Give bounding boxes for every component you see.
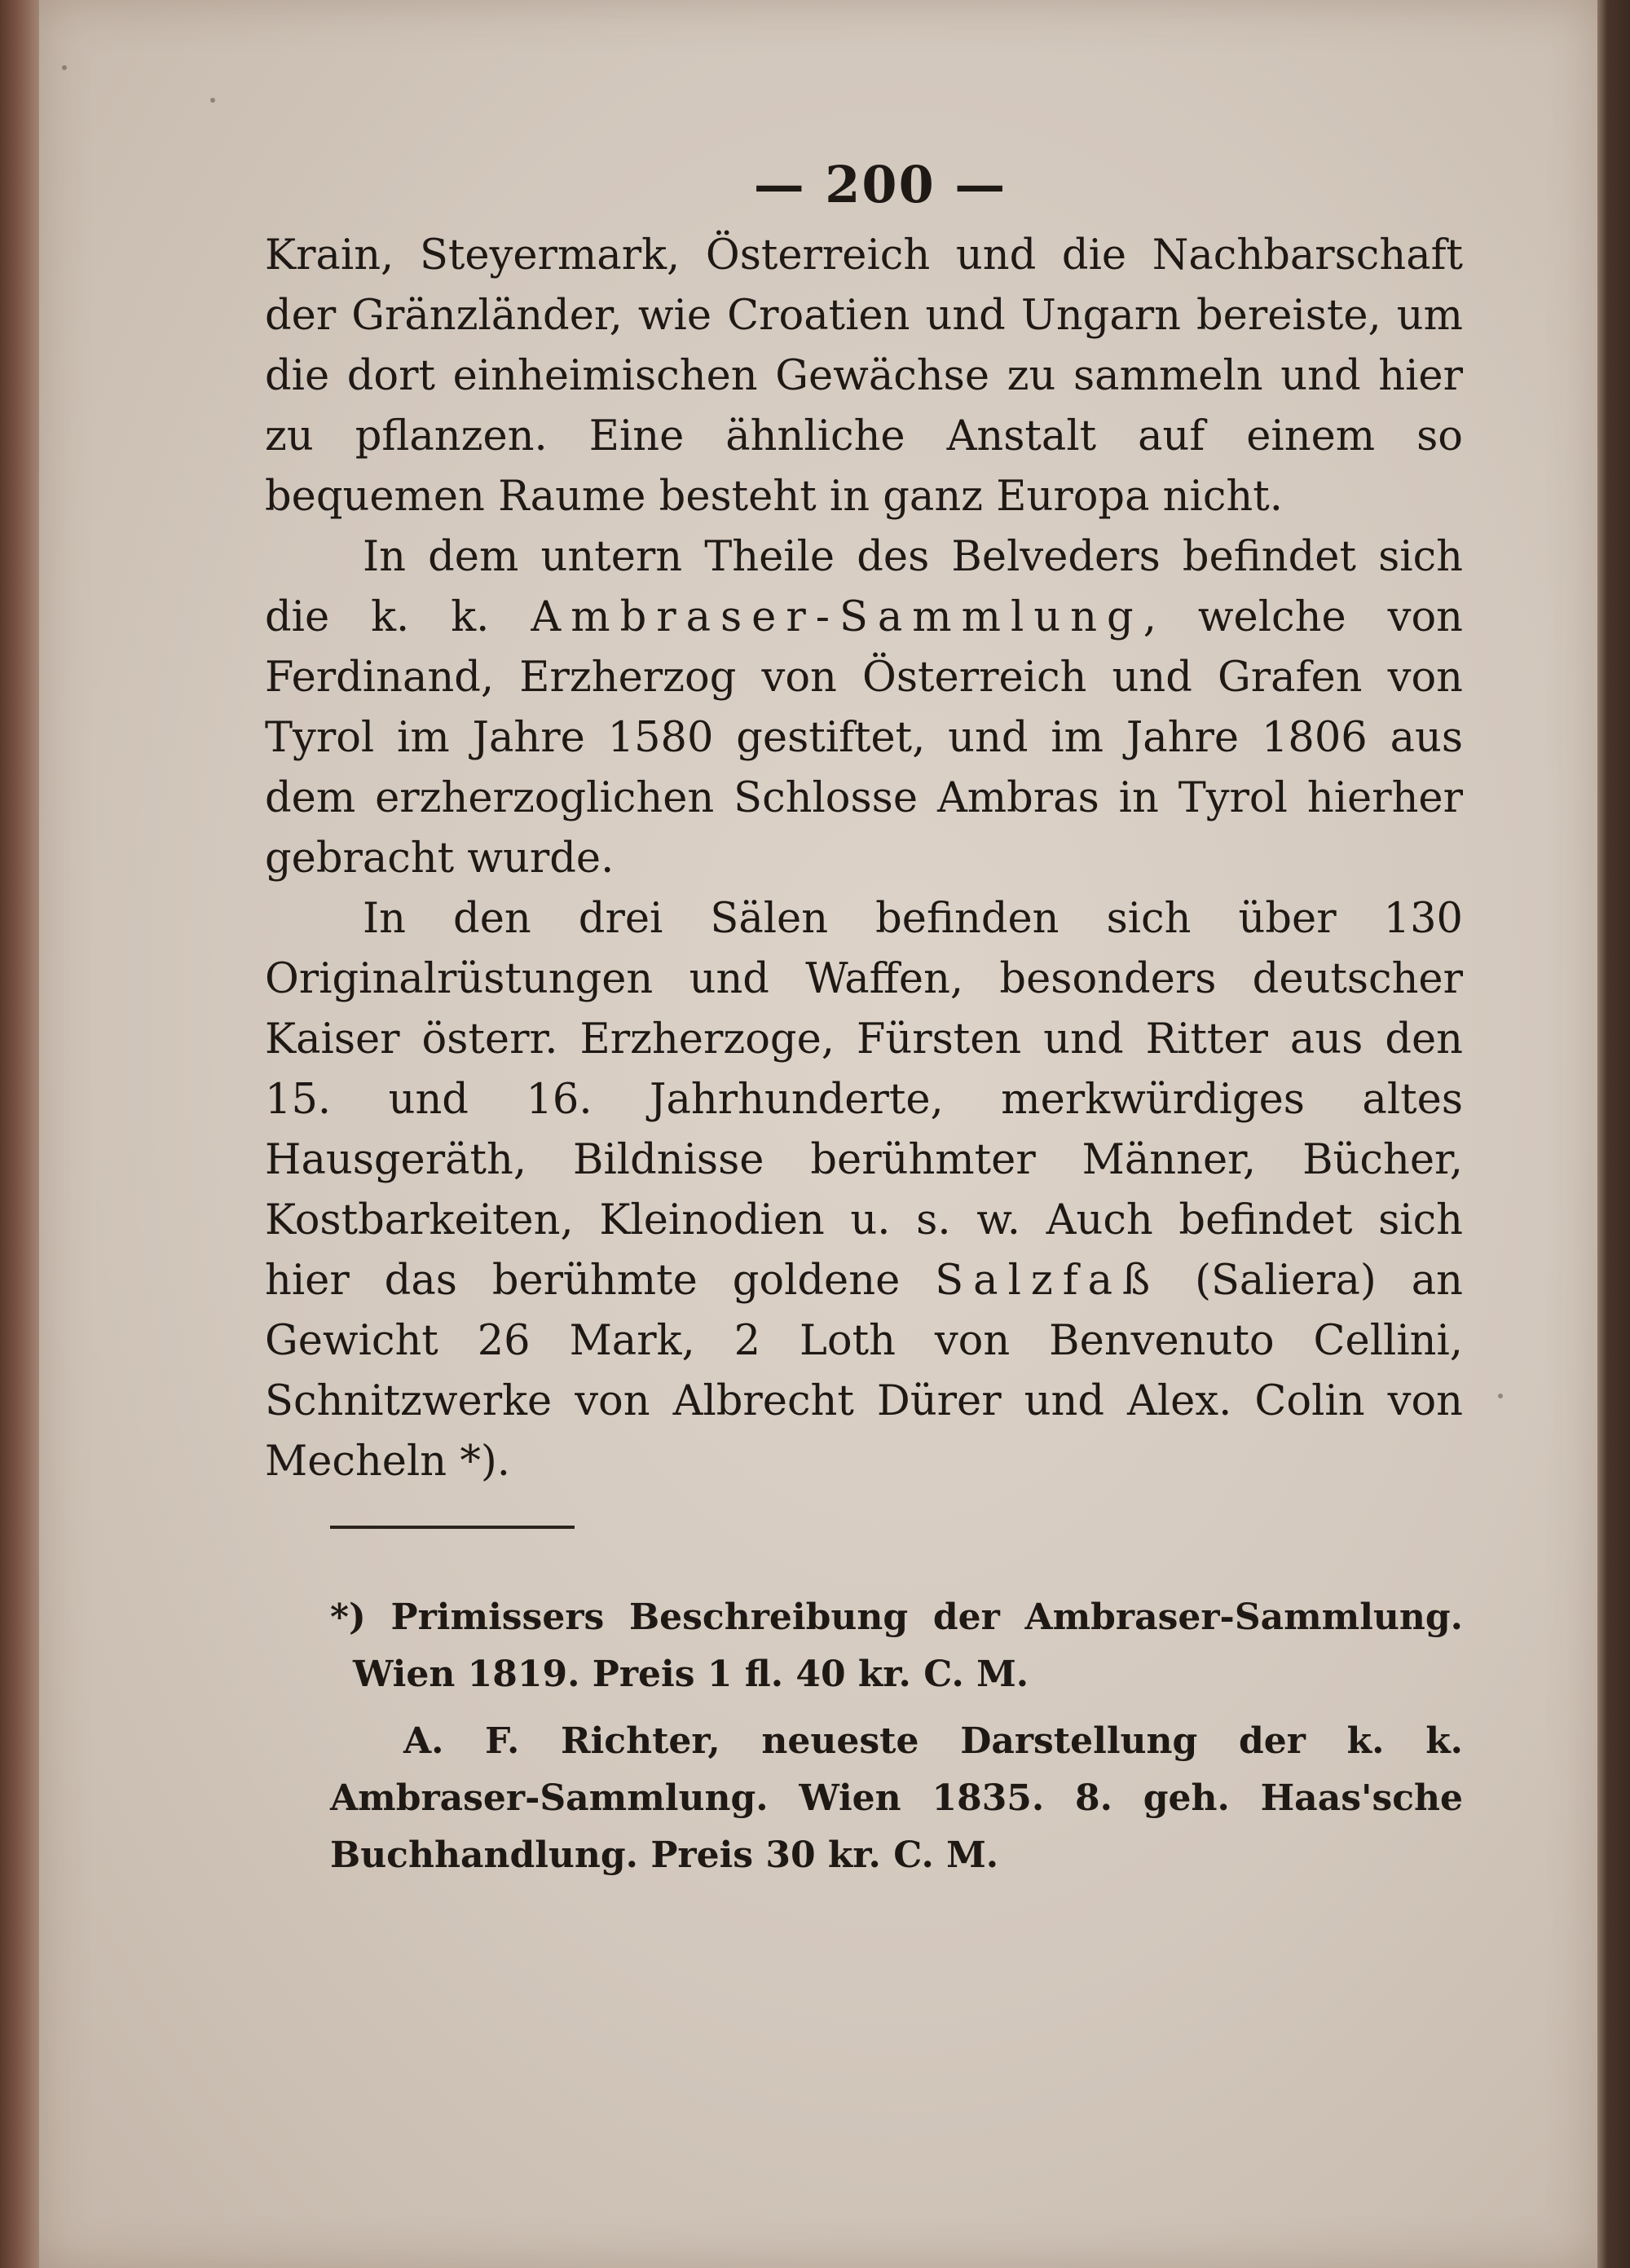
paragraph-text: In dem untern Theile des Belveders befindet sich die k. k. — [265, 533, 1463, 641]
emphasized-collection-name: Ambraser-Sammlung — [531, 593, 1143, 641]
paragraph-text: Krain, Steyermark, Österreich und die Nachbarschaft der Gränzländer, wie Croatien und Ungarn bereiste, um die dort einheimischen Gewächse zu sammeln und hier zu pflanzen. Eine ähnliche Anstalt auf einem so bequemen Raume besteht in ganz Europa nicht. — [265, 231, 1463, 521]
paper-speck — [62, 65, 67, 70]
footnotes — [330, 1589, 1463, 1894]
left-binding-edge — [0, 0, 39, 2268]
footnote-divider — [330, 1526, 575, 1529]
paragraph-text: (Saliera) an Gewicht 26 Mark, 2 Loth von Benvenuto Cellini, Schnitzwerke von Albrecht Dürer und Alex. Colin von Mecheln *). — [265, 1257, 1464, 1486]
body-text — [265, 226, 1463, 1492]
paragraph-text: In den drei Sälen befinden sich über 130 Originalrüstungen und Waffen, besonders deutscher Kaiser österr. Erzherzoge, Fürsten und Ritter aus den 15. und 16. Jahrhunderte, merkwürdiges altes Hausgeräth, Bildnisse berühmter Männer, Bücher, Kostbarkeiten, Kleinodien u. s. w. Auch befindet sich hier das berühmte goldene — [265, 895, 1463, 1305]
page-number: — 200 — — [753, 155, 1007, 214]
paragraph — [265, 527, 1463, 889]
emphasized-object-name: Salzfaß — [935, 1257, 1161, 1305]
paper-speck — [1498, 1394, 1503, 1398]
footnote-richter: A. F. Richter, neueste Darstellung der k. k. Ambraser-Sammlung. Wien 1835. 8. geh. Haas'sche Buchhandlung. Preis 30 kr. C. M. — [330, 1720, 1463, 1876]
footnote-primisser: *) Primissers Beschreibung der Ambraser-Sammlung. Wien 1819. Preis 1 fl. 40 kr. C. M. — [330, 1596, 1463, 1695]
paragraph-text: , welche von Ferdinand, Erzherzog von Österreich und Grafen von Tyrol im Jahre 1580 gestiftet, und im Jahre 1806 aus dem erzherzoglichen Schlosse Ambras in Tyrol hierher gebracht wurde. — [265, 593, 1463, 883]
main-text-block — [265, 155, 1463, 1492]
paper-speck — [210, 98, 215, 103]
right-binding-edge — [1597, 0, 1630, 2268]
paragraph — [265, 226, 1463, 527]
paragraph — [265, 889, 1463, 1492]
